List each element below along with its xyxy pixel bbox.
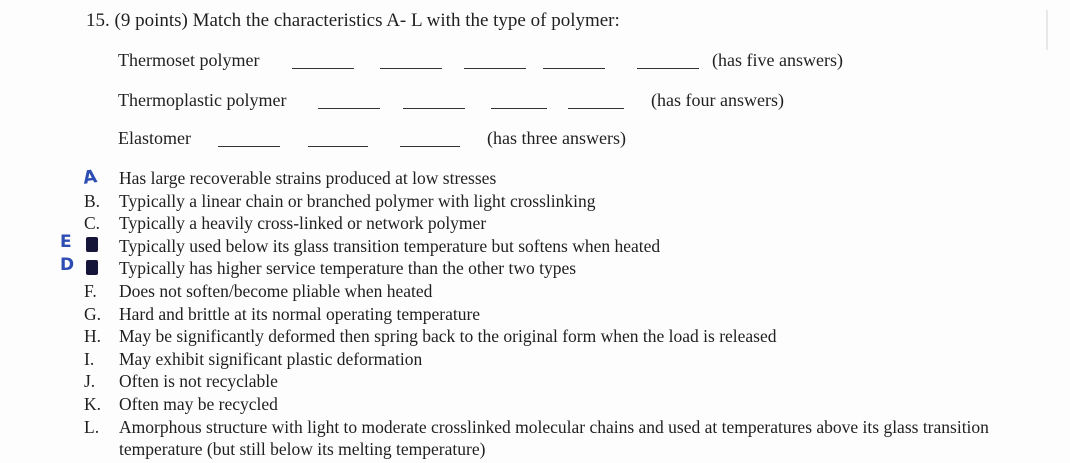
item-text: Amorphous structure with light to moderate crosslinked molecular chains and used at temperatures above its glass transition temperature (but still below its melting temperature) [119, 416, 989, 460]
handwritten-e-mark: E [60, 232, 72, 252]
thermoset-note: (has five answers) [712, 50, 843, 70]
item-letter: F. [84, 280, 97, 301]
list-item [84, 348, 1044, 371]
list-item [84, 370, 1044, 393]
list-item [84, 190, 1044, 213]
thermoplastic-note: (has four answers) [651, 90, 784, 110]
elastomer-label: Elastomer [118, 128, 191, 148]
list-item [84, 416, 1044, 461]
answer-blank[interactable] [403, 108, 465, 109]
item-letter: L. [84, 416, 100, 437]
item-letter: B. [84, 190, 101, 211]
list-item [84, 325, 1044, 348]
item-text: Does not soften/become pliable when heated [119, 280, 433, 301]
item-text: Has large recoverable strains produced at low stresses [119, 168, 497, 188]
list-item [81, 166, 1044, 190]
item-text: May be significantly deformed then spring back to the original form when the load is released [119, 326, 777, 347]
list-item [84, 212, 1044, 235]
answer-blank[interactable] [491, 108, 547, 109]
item-text: Often may be recycled [119, 393, 278, 414]
item-text: Hard and brittle at its normal operating temperature [119, 303, 481, 324]
item-text: Typically used below its glass transition temperature but softens when heated [119, 235, 661, 256]
answer-blank[interactable] [568, 108, 624, 109]
item-letter: C. [84, 213, 101, 234]
answer-blank[interactable] [292, 68, 354, 69]
list-item [84, 257, 1044, 280]
answer-blank[interactable] [308, 146, 368, 147]
answer-blank[interactable] [400, 146, 460, 147]
item-letter: K. [84, 393, 102, 414]
thermoplastic-label: Thermoplastic polymer [118, 90, 287, 110]
item-letter: I. [84, 348, 95, 369]
item-text: Typically a heavily cross-linked or network polymer [119, 213, 487, 234]
answer-blank[interactable] [464, 68, 526, 69]
item-text: Typically a linear chain or branched polymer with light crosslinking [119, 190, 596, 211]
list-item [84, 235, 1044, 258]
list-item [84, 303, 1044, 326]
item-letter: G. [84, 303, 102, 324]
item-text: Often is not recyclable [119, 371, 278, 392]
answer-blank[interactable] [380, 68, 442, 69]
crossed-out-letter-d-mark [86, 237, 98, 252]
elastomer-note: (has three answers) [487, 128, 626, 148]
answer-blank[interactable] [543, 68, 605, 69]
list-item [84, 280, 1044, 303]
handwritten-a-mark: A [81, 166, 99, 189]
item-text: May exhibit significant plastic deformation [119, 348, 423, 369]
page-edge-divider [1046, 10, 1048, 50]
answer-blank[interactable] [218, 146, 280, 147]
answer-blank[interactable] [318, 108, 380, 109]
list-item [84, 393, 1044, 416]
handwritten-d-mark: D [60, 255, 75, 275]
characteristics-list [81, 166, 1044, 461]
item-letter: H. [84, 326, 102, 347]
thermoset-label: Thermoset polymer [118, 50, 260, 70]
item-text: Typically has higher service temperature than the other two types [119, 258, 577, 279]
crossed-out-letter-e-mark [86, 260, 98, 275]
question-title: 15. (9 points) Match the characteristics A- L with the type of polymer: [86, 10, 620, 31]
answer-blank[interactable] [637, 68, 699, 69]
item-letter: J. [84, 371, 96, 392]
